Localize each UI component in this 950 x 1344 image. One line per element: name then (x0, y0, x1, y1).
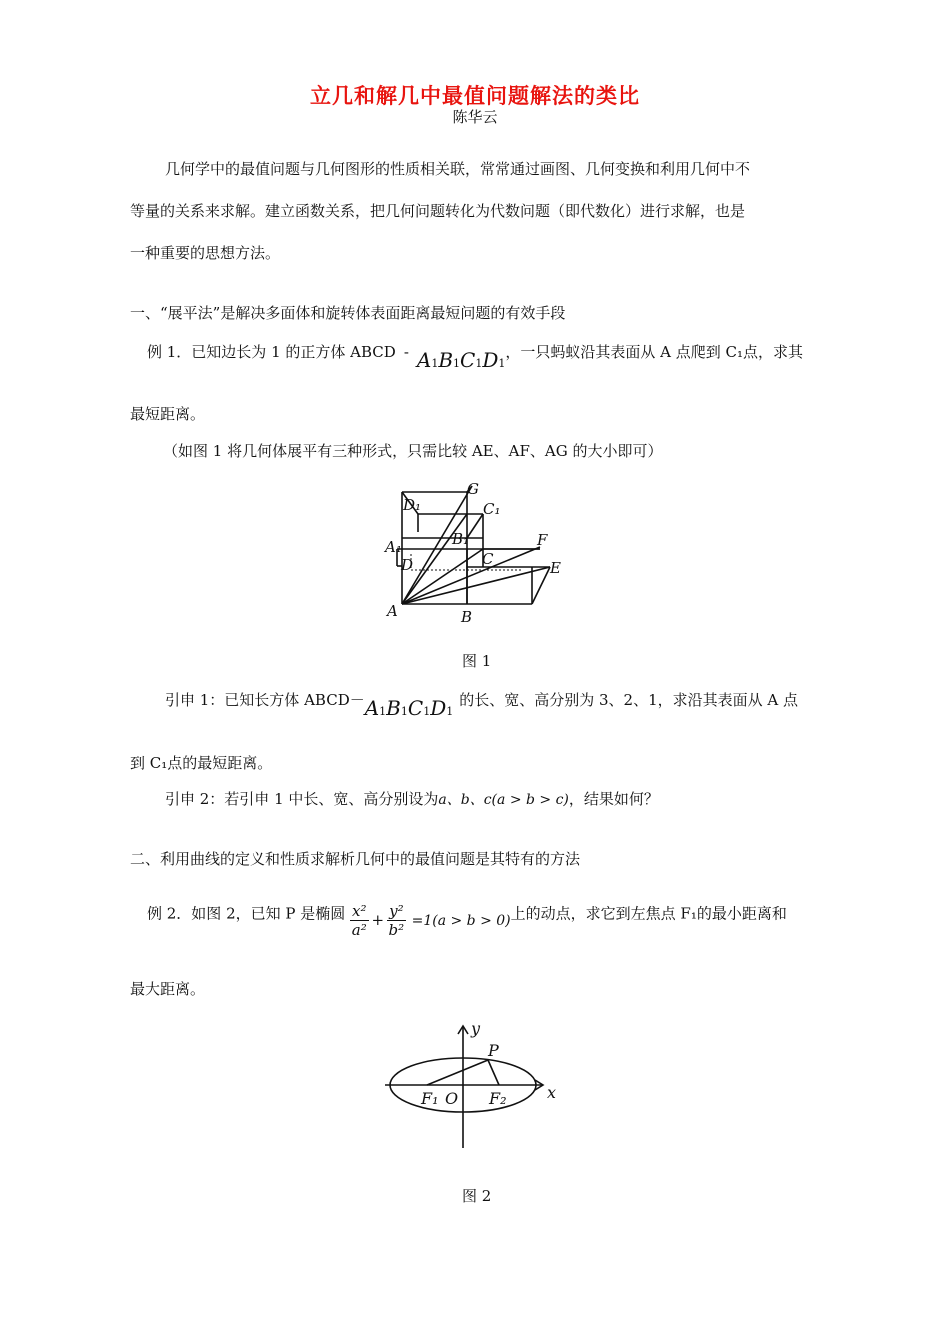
label-C1: C₁ (483, 500, 501, 518)
author: 陈华云 (452, 108, 498, 126)
extension2-text-post: ，结果如何？ (568, 790, 659, 808)
figure-1-caption: 图 1 (462, 652, 492, 670)
label-x: x (547, 1083, 557, 1102)
extension2-line (165, 788, 659, 809)
example1-text-post: ，一只蚂蚁沿其表面从 A 点爬到 C₁点，求其 (505, 343, 804, 361)
extension2-text-pre: 引申 2：若引申 1 中长、宽、高分别设为 (165, 790, 439, 808)
label-A: A (387, 602, 398, 620)
plus-sign: + (371, 910, 385, 929)
label-O: O (445, 1089, 459, 1108)
figure-2-caption: 图 2 (462, 1187, 492, 1205)
label-B1: B₁ (452, 530, 470, 548)
ellipse-equation-rest: =1(a > b > 0) (411, 912, 511, 929)
label-F1: F₁ (421, 1089, 439, 1108)
figure-1-unfolded-cube (375, 472, 575, 632)
label-F2: F₂ (489, 1089, 507, 1108)
label-G: G (467, 480, 479, 498)
extension2-math: a、b、c(a > b > c) (438, 792, 569, 808)
example2-line-2: 最大距离。 (130, 980, 206, 998)
extension1-formula: A1B1C1D1 (364, 696, 454, 720)
extension1-text-pre: 引申 1：已知长方体 ABCD－ (165, 691, 365, 709)
intro-line-1: 几何学中的最值问题与几何图形的性质相关联，常常通过画图、几何变换和利用几何中不 (165, 160, 751, 178)
example2-text-post: 上的动点，求它到左焦点 F₁的最小距离和 (510, 904, 787, 923)
label-C: C (482, 550, 494, 568)
example1-dash: - (403, 343, 409, 361)
label-F: F (537, 531, 548, 549)
extension1-line (165, 686, 799, 720)
extension1-text-post: 的长、宽、高分别为 3、2、1，求沿其表面从 A 点 (459, 691, 799, 709)
fraction-x2-a2: $\frac{\text{x²}}{\text{a²}}$ (351, 902, 367, 939)
extension1-line-2: 到 C₁点的最短距离。 (130, 754, 273, 772)
label-D1: D₁ (403, 496, 422, 514)
example1-line (147, 338, 804, 372)
example1-formula: A1B1C1D1 (416, 348, 506, 372)
section1-heading: 一、“展平法”是解决多面体和旋转体表面距离最短问题的有效手段 (130, 304, 566, 322)
example2-line (147, 896, 787, 939)
paper-title: 立几和解几中最值问题解法的类比 (310, 83, 640, 108)
example1-line-2: 最短距离。 (130, 405, 206, 423)
example2-text-pre: 例 2．如图 2，已知 P 是椭圆 (147, 904, 346, 923)
intro-line-2: 等量的关系来求解。建立函数关系，把几何问题转化为代数问题（即代数化）进行求解，也是 (130, 202, 746, 220)
label-P: P (488, 1041, 499, 1060)
intro-line-3: 一种重要的思想方法。 (130, 244, 281, 262)
label-E: E (550, 559, 561, 577)
figure-2-ellipse (375, 1018, 575, 1153)
label-A1: A₁ (385, 538, 402, 556)
label-y: y (471, 1019, 481, 1038)
label-D: D (401, 556, 414, 574)
example1-text-pre: 例 1．已知边长为 1 的正方体 ABCD (147, 343, 396, 361)
label-B: B (461, 608, 473, 626)
fraction-y2-b2: $\frac{\text{y²}}{\text{b²}}$ (388, 902, 405, 939)
example1-hint: （如图 1 将几何体展平有三种形式，只需比较 AE、AF、AG 的大小即可） (163, 442, 663, 460)
section2-heading: 二、利用曲线的定义和性质求解析几何中的最值问题是其特有的方法 (130, 850, 581, 868)
